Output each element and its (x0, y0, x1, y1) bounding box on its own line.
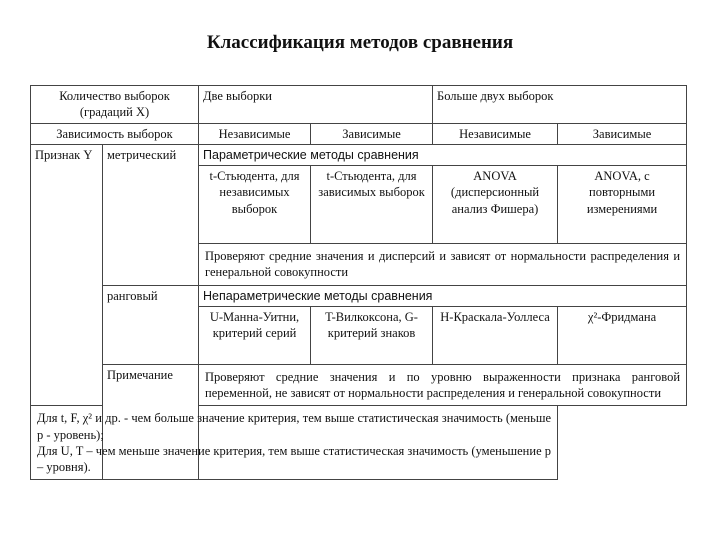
nonparametric-methods-title: Непараметрические методы сравнения (199, 285, 687, 306)
more-dependent-header: Зависимые (558, 123, 687, 144)
two-independent-header: Независимые (199, 123, 311, 144)
parametric-note: Проверяют средние значения и дисперсий и зависят от нормальности распределения и генеральной совокупности (199, 244, 687, 286)
feature-y-label: Признак Y (31, 144, 103, 406)
header-row-dependence (31, 123, 687, 144)
nonparametric-note: Проверяют средние значения и по уровню выраженности признака ранговой переменной, не зависят от нормальности распределения и генеральной совокупности (199, 364, 687, 406)
more-independent-header: Независимые (433, 123, 558, 144)
remark-label: Примечание (103, 364, 199, 480)
metric-label: метрический (103, 144, 199, 285)
method-friedman: χ²-Фридмана (558, 306, 687, 364)
method-t-student-independent: t-Стьюдента, для независимых выборок (199, 166, 311, 244)
method-kruskal-wallis: H-Краскала-Уоллеса (433, 306, 558, 364)
method-anova-repeated: ANOVA, с повторными измерениями (558, 166, 687, 244)
method-mann-whitney: U-Манна-Уитни, критерий серий (199, 306, 311, 364)
two-samples-header: Две выборки (199, 86, 433, 124)
remark-note-row (31, 364, 687, 406)
remark-line-2: Для U, T – чем меньше значение критерия, тем выше статистическая значимость (уменьшение р – уровня). (37, 443, 552, 474)
more-samples-header: Больше двух выборок (433, 86, 687, 124)
rank-title-row (31, 285, 687, 306)
metric-title-row (31, 144, 687, 165)
two-dependent-header: Зависимые (311, 123, 433, 144)
method-anova: ANOVA (дисперсионный анализ Фишера) (433, 166, 558, 244)
remark-text-row (31, 406, 687, 480)
parametric-methods-title: Параметрические методы сравнения (199, 144, 687, 165)
remark-text (31, 406, 558, 480)
rank-label: ранговый (103, 285, 199, 364)
method-t-student-dependent: t-Стьюдента, для зависимых выборок (311, 166, 433, 244)
remark-line-1: Для t, F, χ² и др. - чем больше значение критерия, тем выше статистическая значимость (меньше р - уровень); (37, 411, 552, 442)
sample-count-header: Количество выборок (градаций Х) (31, 86, 199, 124)
dependence-header: Зависимость выборок (31, 123, 199, 144)
page-title: Классификация методов сравнения (206, 32, 514, 53)
classification-table (30, 85, 687, 480)
method-wilcoxon: T-Вилкоксона, G-критерий знаков (311, 306, 433, 364)
header-row-sample-count (31, 86, 687, 124)
